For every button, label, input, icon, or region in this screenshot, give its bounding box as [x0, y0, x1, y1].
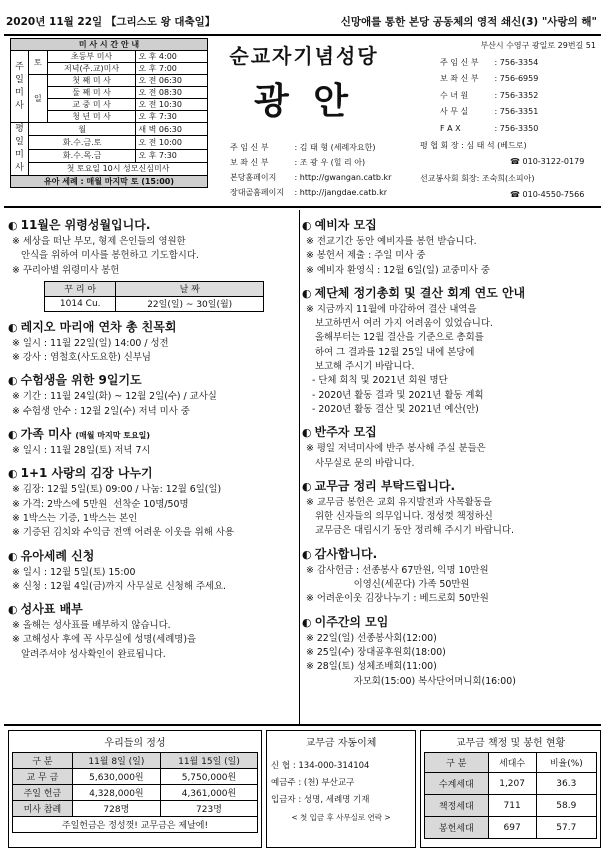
bullet-icon: ◐ [302, 479, 312, 493]
notice-line: ※ 지금까지 11월에 마감하여 결산 내역을 [306, 303, 477, 315]
auto-transfer-box: 교무금 자동이체 신 협 : 134-000-314104 예금주 : (천) 부산교구 입금자 : 성명, 세례명 기재 < 첫 입금 후 사무실로 연락 > [266, 730, 416, 848]
rosary-table: 꾸 리 아 날 짜 1014 Cu. 22일(일) ~ 30일(월) [44, 281, 264, 312]
pastor-row: 주 임 신 부 : 김 태 형 (세례자요한) [230, 143, 376, 152]
mass-title: 미 사 시 간 안 내 [11, 39, 208, 51]
notice-title: ◐ 1+1 사랑의 김장 나누기 [8, 466, 153, 481]
notice-line: ※ 25일(수) 장대골후원회(18:00) [306, 646, 446, 658]
notice-line: - 2020년 활동 결산 및 2021년 예산(안) [306, 403, 479, 415]
bullet-icon: ◐ [8, 467, 18, 481]
notice-title: ◐ 수험생을 위한 9일기도 [8, 373, 142, 388]
notice-line: ※ 일시 : 11월 22일(일) 14:00 / 성전 [12, 337, 169, 349]
bullet-icon: ◐ [8, 428, 18, 442]
notice-line: ※ 가격: 2박스에 5만원 선착순 10명/50명 [12, 498, 189, 510]
notice-title: ◐ 레지오 마리애 연차 총 친목회 [8, 319, 177, 334]
notice-line: ※ 올해는 성사표를 배부하지 않습니다. [12, 620, 171, 632]
clergy-info [230, 140, 420, 200]
offerings-title: 우리들의 정성 [104, 738, 166, 749]
notice-line: ※ 일시 : 12월 5일(토) 15:00 [12, 566, 136, 578]
bullet-icon: ◐ [8, 320, 18, 334]
phone-icon: ☎ [510, 190, 523, 200]
notice-line: 자모회(15:00) 복사단어머니회(16:00) [306, 675, 516, 687]
bullet-icon: ◐ [8, 219, 18, 232]
status-title: 교무금 책정 및 봉헌 현황 [455, 738, 566, 749]
notice-line: 보고하면서 여러 가지 어려움이 있었습니다. [306, 318, 493, 330]
phone-icon: ☎ [510, 157, 523, 167]
right-column [302, 210, 601, 726]
parish-logo [214, 40, 394, 124]
notice-line: 보고해 주시기 바랍니다. [306, 361, 415, 373]
bullet-icon: ◐ [302, 219, 312, 232]
notice-line: 올해부터는 12월 결산을 기준으로 총회를 [306, 332, 484, 344]
notice-line: ※ 교무금 봉헌은 교회 유지발전과 사목활동을 [306, 496, 492, 508]
left-column [8, 210, 300, 726]
notice-line: ※ 봉헌서 제출 : 주일 미사 중 [306, 250, 426, 262]
notice-line: ※ 고해성사 후에 꼭 사무실에 성명(세례명)을 [12, 634, 197, 646]
notice-title: ◐ 교무금 정리 부탁드립니다. [302, 478, 456, 493]
bullet-icon: ◐ [302, 426, 312, 440]
notice-line: 교무금은 대림시기 동안 정리해 주시기 바랍니다. [306, 525, 514, 537]
notice-title: ◐ 가족 미사 (매월 마지막 토요일) [8, 427, 151, 442]
notice-line: ※ 기증된 김치와 수익금 전액 어려운 이웃을 위해 사용 [12, 527, 234, 539]
notice-title: ◐ 11월은 위령성월입니다. [8, 218, 151, 232]
notice-line: 사무실로 문의 바랍니다. [306, 457, 415, 469]
offerings-note: 주일헌금은 정성껏! 교무금은 제날에! [13, 817, 258, 833]
notice-line: ※ 수험생 안수 : 12월 2일(수) 저녁 미사 중 [12, 405, 190, 417]
bullet-icon: ◐ [8, 374, 18, 388]
header [4, 36, 601, 208]
issue-date: 2020년 11월 22일 [6, 16, 103, 28]
notice-line: ※ 어려운이웃 김장나누기 : 베드로회 50만원 [306, 593, 489, 605]
notice-title: ◐ 감사합니다. [302, 546, 378, 561]
notice-line: ※ 전교기간 동안 예비자를 봉헌 받습니다. [306, 236, 477, 247]
transfer-title: 교무금 자동이체 [305, 738, 377, 749]
jangdae-row[interactable]: 장대골홈페이지 : http://jangdae.catb.kr [230, 188, 387, 197]
notice-line: ※ 꾸리아별 위령미사 봉헌 [12, 264, 120, 276]
phone-icon-row: ☎ 010-3122-0179 [510, 157, 585, 167]
homepage-row[interactable]: 본당홈페이지 : http://gwangan.catb.kr [230, 173, 392, 182]
address: 부산시 수영구 광일로 29번길 51 [480, 41, 596, 50]
notice-line: ※ 1박스는 기증, 1박스는 본인 [12, 512, 138, 524]
infant-baptism: 유아 세례 : 매월 마지막 토 (15:00) [11, 176, 208, 188]
notice-line: 알려주셔야 성사확인이 완료됩니다. [12, 648, 166, 660]
notice-title: ◐ 성사표 배부 [8, 602, 83, 617]
bullet-icon: ◐ [8, 549, 18, 563]
notices [4, 210, 601, 726]
bottom-section [4, 728, 601, 852]
top-bar [4, 2, 601, 36]
sunday-label: 주 일 미 사 [11, 51, 29, 123]
notice-line: ※ 기간 : 11월 24일(화) ~ 12월 2일(수) / 교사실 [12, 391, 217, 403]
notice-line: - 단체 회칙 및 2021년 회원 명단 [306, 375, 448, 387]
parish-name: 순교자기념성당 [229, 44, 379, 68]
notice-line: ※ 평일 저녁미사에 반주 봉사해 주실 분들은 [306, 443, 486, 455]
notice-title: ◐ 유아세례 신청 [8, 548, 95, 563]
notice-title: ◐ 예비자 모집 [302, 218, 377, 232]
notice-line: ※ 일시 : 11월 28일(토) 저녁 7시 [12, 445, 151, 457]
notice-line: ※ 강사 : 염철호(사도요한) 신부님 [12, 352, 151, 364]
notice-line: 이영신(세꾼다) 가족 50만원 [306, 579, 470, 591]
assistant-row: 보 좌 신 부 : 조 광 우 (힐 리 아) [230, 158, 366, 167]
notice-line: ※ 신청 : 12월 4일(금)까지 사무실로 신청해 주세요. [12, 580, 227, 592]
notice-line: ※ 22일(일) 선종봉사회(12:00) [306, 632, 437, 644]
notice-line: ※ 28일(토) 성체조배회(11:00) [306, 661, 437, 673]
bullet-icon: ◐ [302, 286, 312, 300]
mass-schedule-table: 미 사 시 간 안 내 주 일 미 사 토 초등부 미사 오 후 4:00 저녁(주.교)미사 오 후 7:00 일 첫 째 미 사 오 전 06:30 둘 째 미 사 오 전 08:30 교 중 미 사 오 전 10:30 청 년 미 사 오 후 7:30 평 일 미 사 월 새 벽 06:30 화.수.금.토 오 전 10:00 화.수.목.금 오 후 7:30 첫 토요일 10시 성모신심미사 유아 세례 : 매월 마지막 토 (15:00) [10, 38, 208, 188]
offerings-box [8, 730, 262, 848]
notice-title: ◐ 반주자 모집 [302, 425, 377, 440]
bullet-icon: ◐ [302, 615, 312, 629]
status-table: 구 분 세대수 비율(%) 수계세대 1,207 36.3 책정세대 711 58.9 봉헌세대 697 57.7 [424, 752, 597, 839]
notice-line: 위한 신자들의 의무입니다. 정성껏 책정하신 [306, 511, 493, 523]
bullet-icon: ◐ [302, 547, 312, 561]
year-theme: 신망애를 통한 본당 공동체의 영적 쇄신(3) "사랑의 해" [340, 16, 597, 28]
parish-short-name: 광 안 [253, 80, 355, 122]
weekday-label: 평 일 미 사 [11, 123, 29, 176]
contact-info: 부산시 수영구 광일로 29번길 51 주 임 신 부 : 756-3354 보 좌 신 부 : 756-6959 수 녀 원 : 756-3352 사 무 실 : 756-3351 F A X : 756-3350 평 협 회 장 : 심 태 석 (베드로) ☎ 010-3122-0179 선교봉사회 회장: 조숙희(소피아) ☎ 010-4550-7566 [414, 38, 604, 204]
notice-line: 안식을 위하여 미사를 봉헌하고 기도합시다. [12, 250, 199, 262]
offerings-table: 구 분 11월 8일 (일) 11월 15일 (일) 교 무 금 5,630,000원 5,750,000원 주일 헌금 4,328,000원 4,361,000원 미사 참례 728명 723명 주일헌금은 정성껏! 교무금은 제날에! [12, 752, 258, 833]
notice-line: ※ 감사헌금 : 선종봉사 67만원, 익명 10만원 [306, 564, 489, 576]
status-box [420, 730, 601, 848]
feast-name: 【그리스도 왕 대축일】 [105, 16, 216, 28]
notice-line: ※ 세상을 떠난 부모, 형제 은인들의 영원한 [12, 236, 186, 247]
bullet-icon: ◐ [8, 603, 18, 617]
notice-line: 하여 그 결과를 12월 25일 내에 본당에 [306, 346, 475, 358]
notice-line: ※ 예비자 환영식 : 12월 6일(일) 교중미사 중 [306, 264, 490, 276]
notice-line: ※ 김장: 12월 5일(토) 09:00 / 나눔: 12월 6일(일) [12, 484, 222, 496]
notice-line: - 2020년 활동 결과 및 2021년 활동 계획 [306, 389, 484, 401]
notice-title: ◐ 제단체 정기총회 및 결산 회계 연도 안내 [302, 285, 526, 300]
notice-title: ◐ 이주간의 모임 [302, 614, 389, 629]
